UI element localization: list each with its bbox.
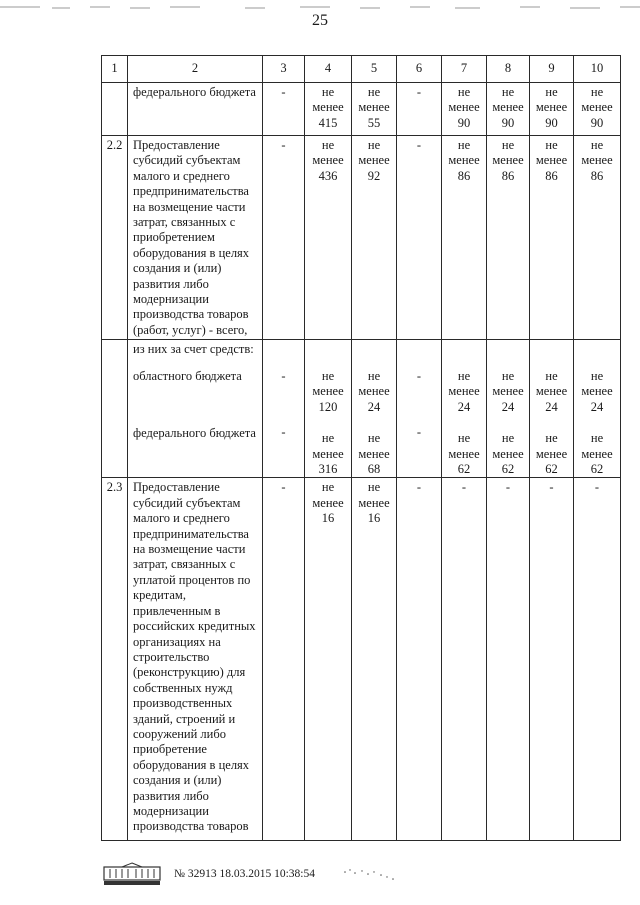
row-number-cell: [102, 83, 128, 136]
col4-cell: не менее 436: [305, 136, 352, 340]
registration-stamp-line: № 32913 18.03.2015 10:38:54: [174, 868, 315, 880]
page-number: 25: [312, 12, 328, 29]
row-name-cell: [128, 340, 263, 478]
table-header-row: [102, 56, 621, 83]
column-header: 6: [397, 56, 442, 83]
sources-intro: из них за счет средств:: [133, 342, 254, 356]
col10-cell: не менее 90: [574, 83, 621, 136]
row-number-cell: 2.2: [102, 136, 128, 340]
col4-cell: не менее 16: [305, 478, 352, 841]
row-number-cell: 2.3: [102, 478, 128, 841]
row-name-cell: федерального бюджета: [128, 83, 263, 136]
col5-cell: не менее 16: [352, 478, 397, 841]
col8-cell: не менее 86: [487, 136, 530, 340]
col8-cell: не менее 90: [487, 83, 530, 136]
col6-cell: -: [397, 478, 442, 841]
col3-cell: -: [263, 136, 305, 340]
col3-cell: -: [263, 83, 305, 136]
column-header: 7: [442, 56, 487, 83]
col8-cell: не менее 24 не менее 62: [487, 340, 530, 478]
col10-cell: не менее 24 не менее 62: [574, 340, 621, 478]
federal-budget-label: федерального бюджета: [133, 425, 256, 440]
indicator-table: [101, 55, 621, 841]
col7-cell: не менее 90: [442, 83, 487, 136]
column-header: 9: [530, 56, 574, 83]
col10-cell: не менее 86: [574, 136, 621, 340]
col6-cell: -: [397, 136, 442, 340]
row-name-cell: Предоставление субсидий субъектам малого и среднего предпринимательства на возмещение части затрат, связанных с приобретением оборудования в целях создания и (или) развития либо модернизации производства товаров (работ, услуг) - всего,: [128, 136, 263, 340]
document-footer: [102, 862, 522, 888]
table-row: [102, 83, 621, 136]
col9-cell: не менее 24 не менее 62: [530, 340, 574, 478]
column-header: 10: [574, 56, 621, 83]
row-name-cell: Предоставление субсидий субъектам малого и среднего предпринимательства на возмещение части затрат, связанных с уплатой процентов по кредитам, привлеченным в российских кредитных организациях на строительство (реконструкцию) для собственных нужд производственных зданий, строений и сооружений либо приобретение оборудования в целях создания и (или) развития либо модернизации производства товаров: [128, 478, 263, 841]
row-number-cell: [102, 340, 128, 478]
column-header: 1: [102, 56, 128, 83]
column-header: 2: [128, 56, 263, 83]
oblast-budget-label: областного бюджета: [133, 369, 242, 384]
table-row: [102, 340, 621, 478]
table-row: [102, 136, 621, 340]
col5-cell: не менее 92: [352, 136, 397, 340]
col9-cell: не менее 86: [530, 136, 574, 340]
col6-cell: -: [397, 83, 442, 136]
col5-cell: не менее 55: [352, 83, 397, 136]
col7-cell: не менее 24 не менее 62: [442, 340, 487, 478]
col3-cell: -: [263, 478, 305, 841]
col9-cell: -: [530, 478, 574, 841]
col5-cell: не менее 24 не менее 68: [352, 340, 397, 478]
col8-cell: -: [487, 478, 530, 841]
col10-cell: -: [574, 478, 621, 841]
col6-cell: - -: [397, 340, 442, 478]
column-header: 5: [352, 56, 397, 83]
table-row: [102, 478, 621, 841]
col4-cell: не менее 415: [305, 83, 352, 136]
col3-cell: - -: [263, 340, 305, 478]
col7-cell: -: [442, 478, 487, 841]
column-header: 4: [305, 56, 352, 83]
column-header: 3: [263, 56, 305, 83]
col9-cell: не менее 90: [530, 83, 574, 136]
column-header: 8: [487, 56, 530, 83]
col4-cell: не менее 120 не менее 316: [305, 340, 352, 478]
col7-cell: не менее 86: [442, 136, 487, 340]
registry-seal-icon: [102, 862, 162, 886]
scan-marks: [340, 864, 410, 886]
scan-noise-top: [0, 3, 640, 11]
